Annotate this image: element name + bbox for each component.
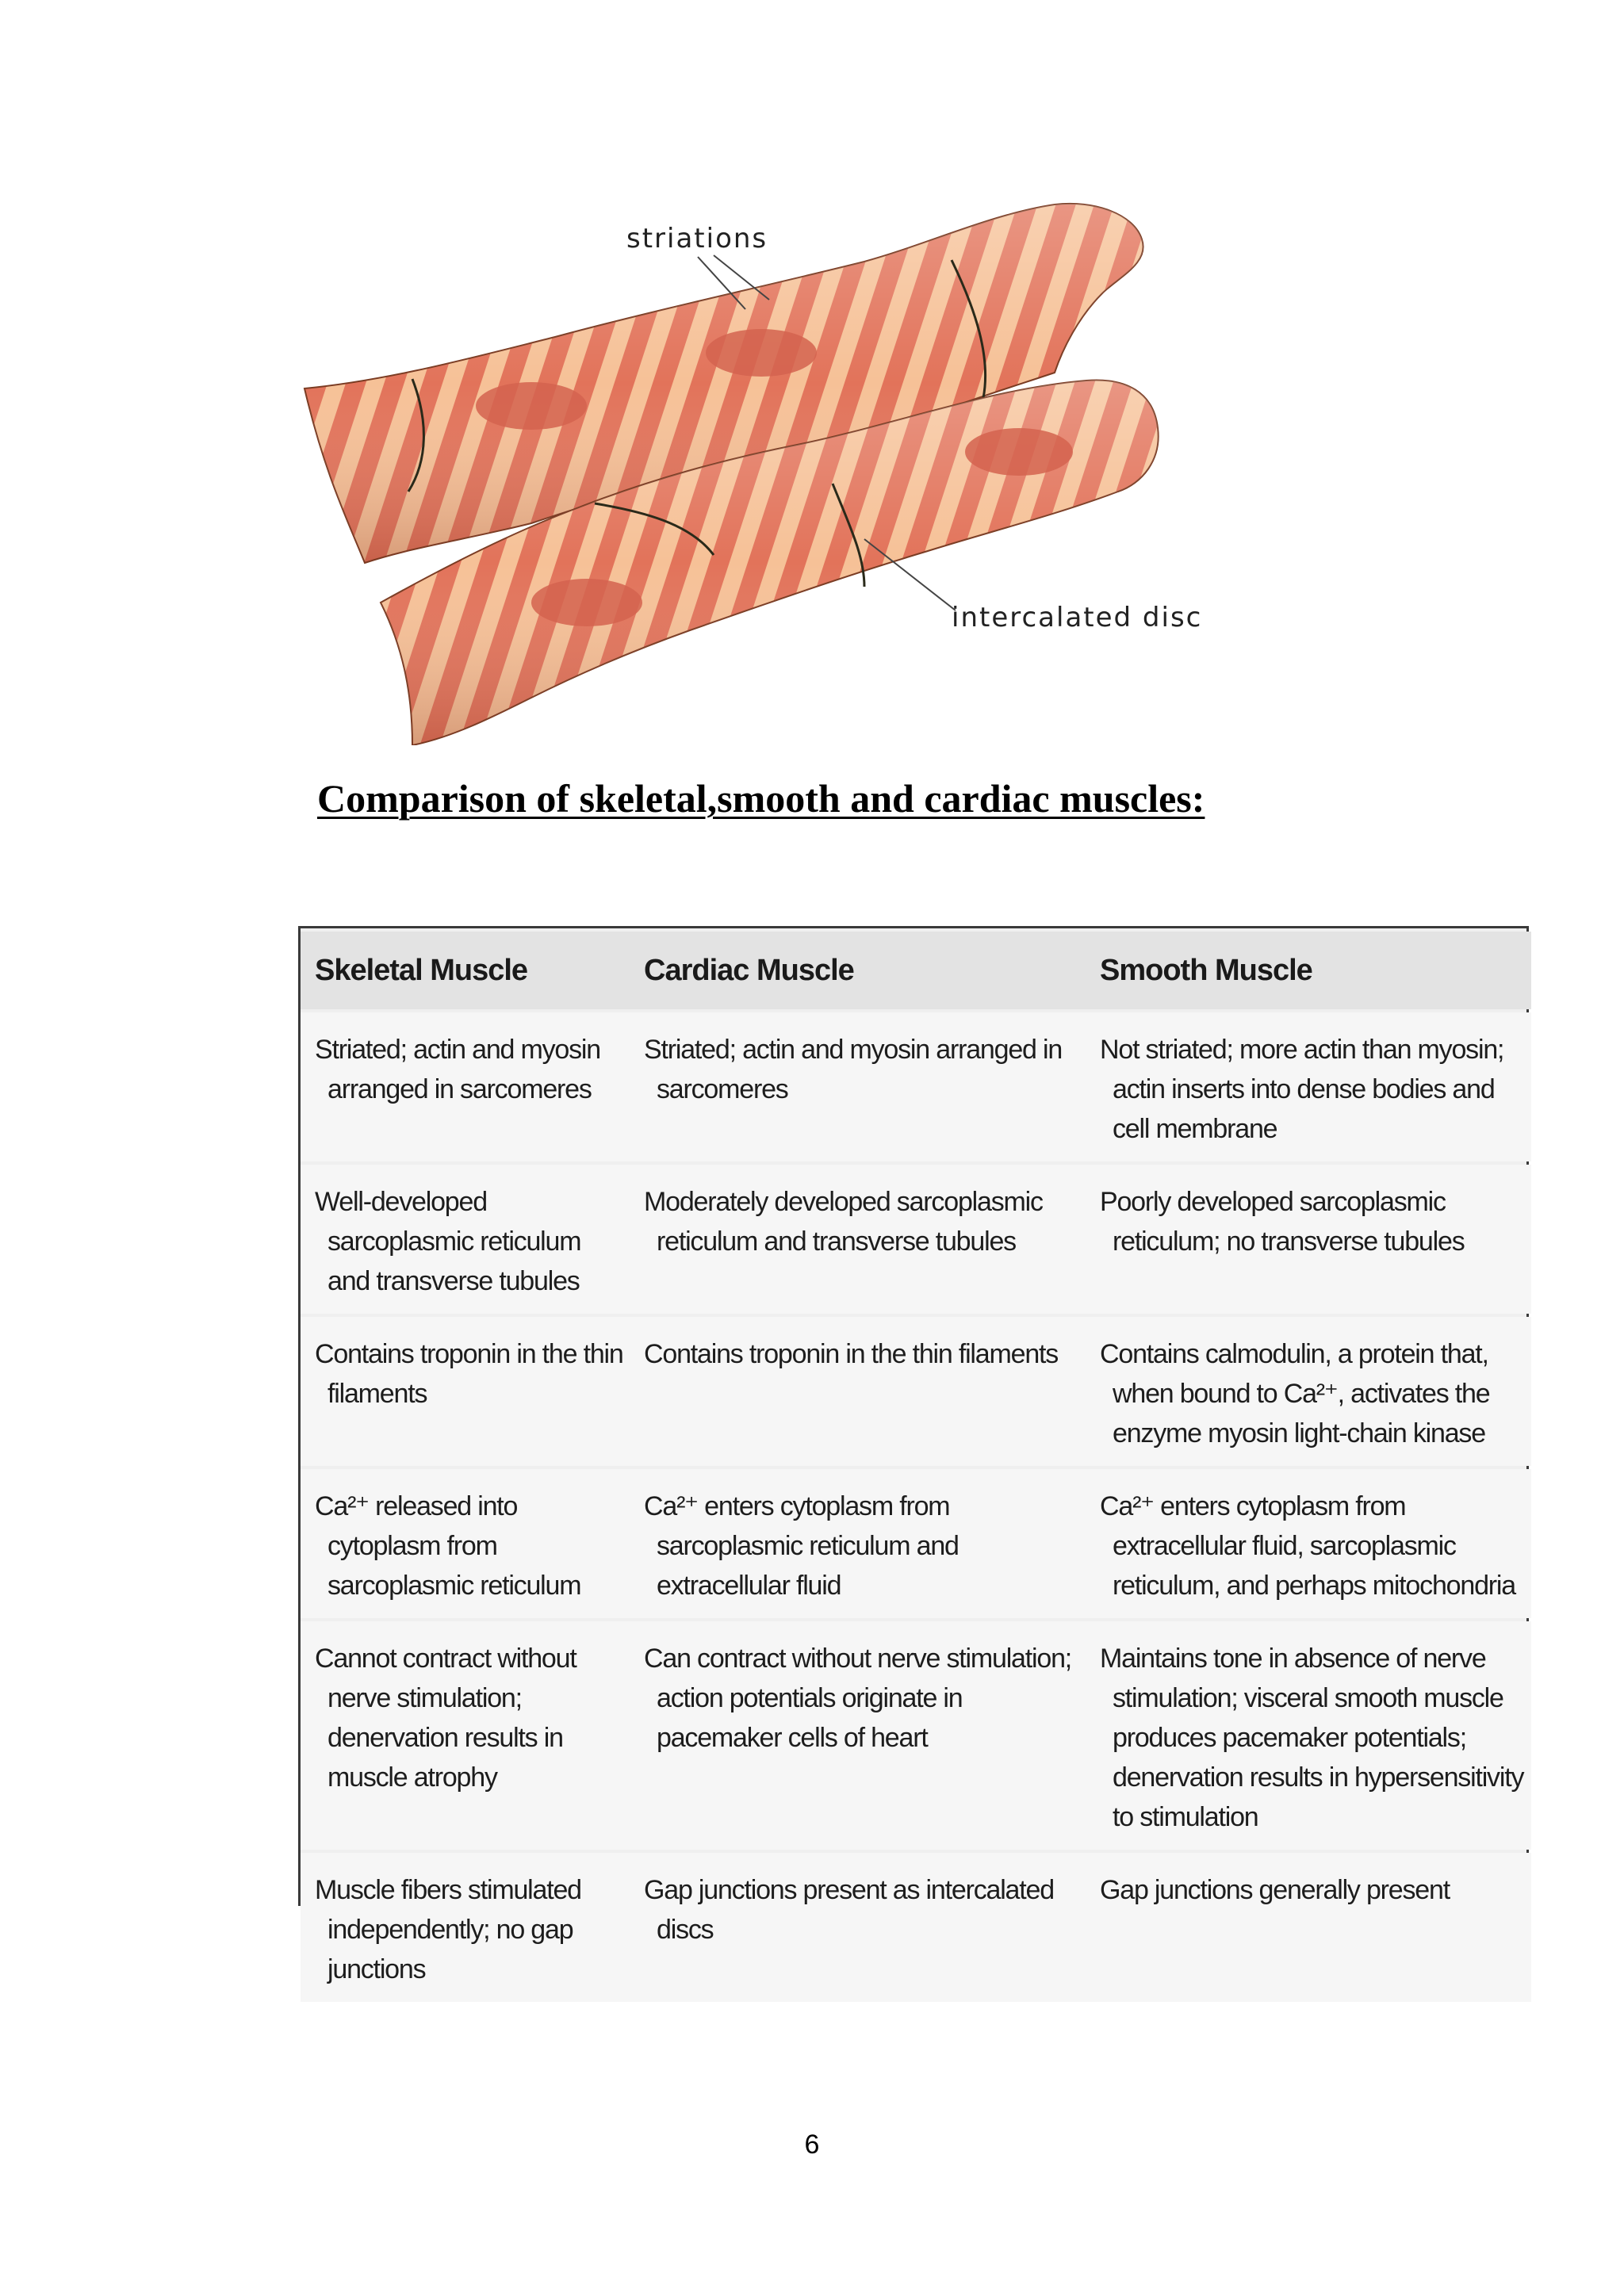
table-cell: Ca²⁺ enters cytoplasm from sarcoplasmic reticulum and extracellular fluid: [630, 1469, 1086, 1618]
table-cell: Not striated; more actin than myosin; actin inserts into dense bodies and cell membrane: [1086, 1012, 1531, 1161]
table-cell: Ca²⁺ enters cytoplasm from extracellular fluid, sarcoplasmic reticulum, and perhaps mitochondria: [1086, 1469, 1531, 1618]
header-cardiac: Cardiac Muscle: [630, 932, 1086, 1009]
table-header-row: [301, 932, 1531, 1009]
table-row: [301, 1317, 1531, 1466]
table-cell: Poorly developed sarcoplasmic reticulum; no transverse tubules: [1086, 1165, 1531, 1314]
table-cell: Maintains tone in absence of nerve stimulation; visceral smooth muscle produces pacemaker potentials; denervation results in hypersensitivity to stimulation: [1086, 1621, 1531, 1850]
cardiac-muscle-drawing: [293, 190, 1237, 745]
table-cell: Contains troponin in the thin filaments: [301, 1317, 630, 1466]
page-number: 6: [804, 2130, 820, 2160]
page-heading: Comparison of skeletal,smooth and cardiac muscles:: [317, 776, 1205, 821]
table-cell: Contains troponin in the thin filaments: [630, 1317, 1086, 1466]
table-cell: Gap junctions generally present: [1086, 1853, 1531, 2002]
muscle-comparison-table: [301, 928, 1531, 2005]
striations-label: striations: [626, 223, 768, 254]
table-cell: Contains calmodulin, a protein that, when bound to Ca²⁺, activates the enzyme myosin light-chain kinase: [1086, 1317, 1531, 1466]
table-row: [301, 1621, 1531, 1850]
cardiac-muscle-illustration: [293, 190, 1237, 745]
table-cell: Gap junctions present as intercalated discs: [630, 1853, 1086, 2002]
header-skeletal: Skeletal Muscle: [301, 932, 630, 1009]
table-cell: Cannot contract without nerve stimulation; denervation results in muscle atrophy: [301, 1621, 630, 1850]
table-cell: Moderately developed sarcoplasmic reticulum and transverse tubules: [630, 1165, 1086, 1314]
table-cell: Muscle fibers stimulated independently; no gap junctions: [301, 1853, 630, 2002]
table-row: [301, 1853, 1531, 2002]
intercalated-disc-label: intercalated disc: [952, 602, 1203, 633]
table-row: [301, 1012, 1531, 1161]
table-row: [301, 1469, 1531, 1618]
table-cell: Striated; actin and myosin arranged in sarcomeres: [301, 1012, 630, 1161]
table-cell: Well-developed sarcoplasmic reticulum and transverse tubules: [301, 1165, 630, 1314]
header-smooth: Smooth Muscle: [1086, 932, 1531, 1009]
table-cell: Can contract without nerve stimulation; action potentials originate in pacemaker cells of heart: [630, 1621, 1086, 1850]
table-cell: Striated; actin and myosin arranged in sarcomeres: [630, 1012, 1086, 1161]
comparison-table-image: [298, 926, 1529, 1984]
table-cell: Ca²⁺ released into cytoplasm from sarcoplasmic reticulum: [301, 1469, 630, 1618]
table-row: [301, 1165, 1531, 1314]
